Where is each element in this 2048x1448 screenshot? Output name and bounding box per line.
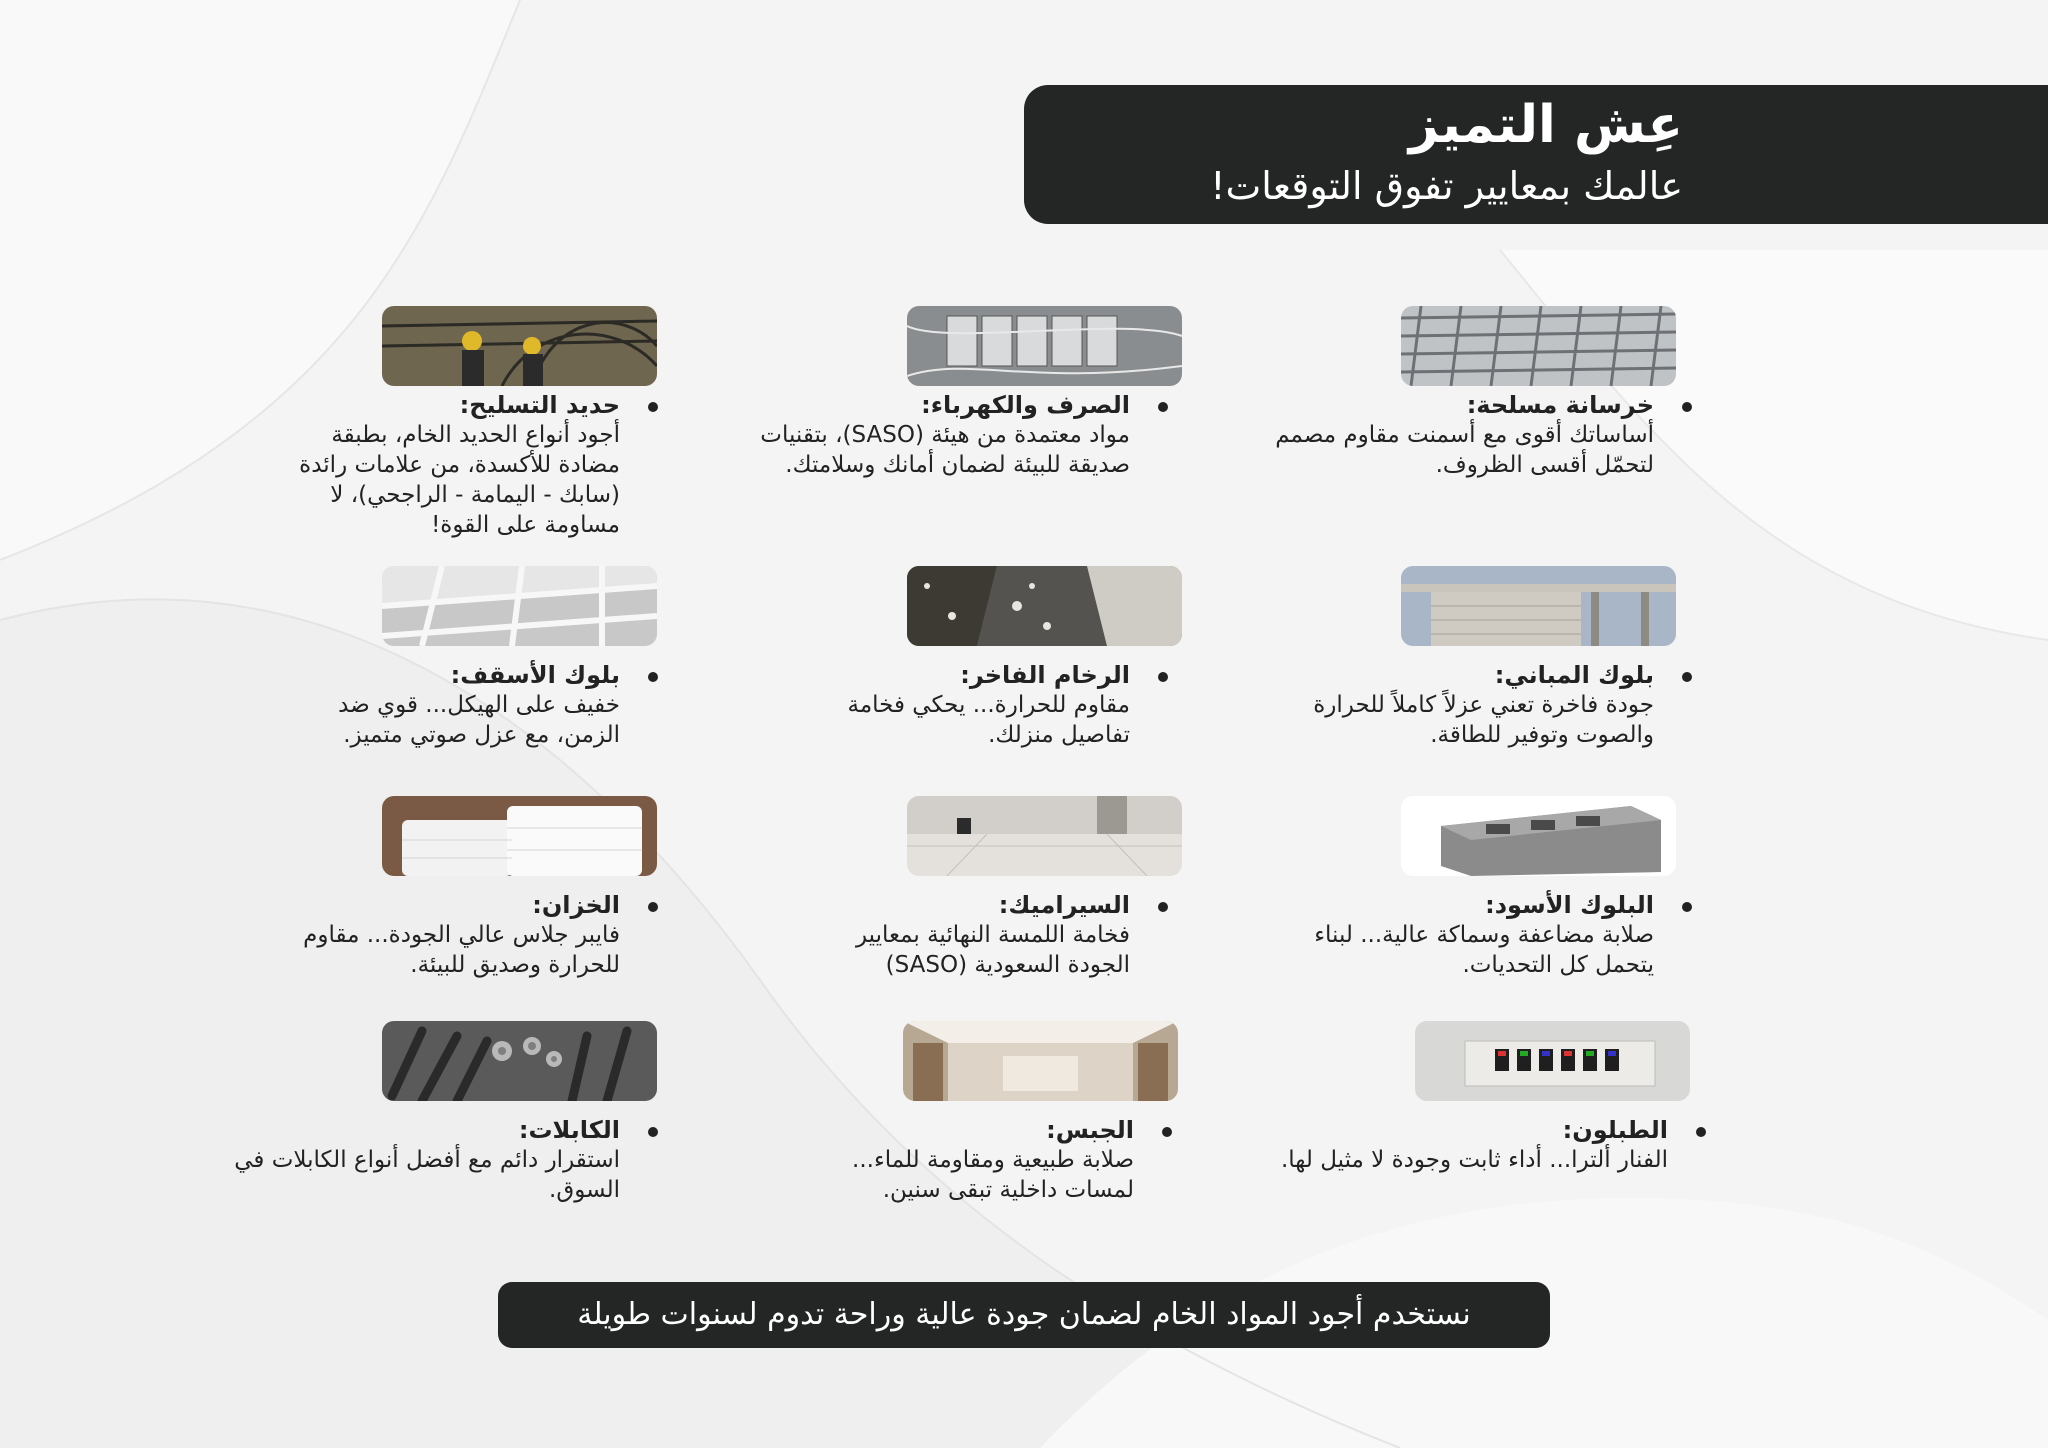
bullet-icon xyxy=(1158,672,1168,682)
material-card-black-block xyxy=(1260,790,1700,980)
item-label: خرسانة مسلحة: xyxy=(1466,391,1654,419)
ceramic-floor-image xyxy=(907,796,1182,876)
footer-banner: نستخدم أجود المواد الخام لضمان جودة عالية وراحة تدوم لسنوات طويلة xyxy=(498,1282,1550,1348)
concrete-block-image xyxy=(1401,796,1676,876)
material-card-rebar-steel xyxy=(250,300,670,550)
bullet-icon xyxy=(1682,672,1692,682)
bullet-icon xyxy=(648,672,658,682)
water-tanks-image xyxy=(382,796,657,876)
material-card-plumbing-electrical xyxy=(740,300,1180,490)
bullet-icon xyxy=(1682,902,1692,912)
material-card-cables xyxy=(234,1015,670,1205)
item-description: صلابة مضاعفة وسماكة عالية... لبناء يتحمل كل التحديات. xyxy=(1314,922,1654,978)
bullet-icon xyxy=(1158,402,1168,412)
material-card-luxury-marble xyxy=(740,560,1180,750)
building-construction-image xyxy=(1401,566,1676,646)
item-label: بلوك الأسقف: xyxy=(450,661,620,689)
item-description: فايبر جلاس عالي الجودة... مقاوم للحرارة وصديق للبيئة. xyxy=(303,922,620,978)
material-card-gypsum xyxy=(740,1015,1180,1205)
steel-workers-image xyxy=(382,306,657,386)
bullet-icon xyxy=(1158,902,1168,912)
item-description: الفنار ألترا... أداء ثابت وجودة لا مثيل لها. xyxy=(1280,1147,1668,1173)
item-label: الجبس: xyxy=(1046,1116,1134,1144)
item-description: مواد معتمدة من هيئة (SASO)، بتقنيات صديقة للبيئة لضمان أمانك وسلامتك. xyxy=(760,422,1130,478)
item-description: فخامة اللمسة النهائية بمعايير الجودة السعودية (SASO) xyxy=(855,922,1130,978)
item-description: صلابة طبيعية ومقاومة للماء... لمسات داخلية تبقى سنين. xyxy=(852,1147,1134,1203)
material-card-ceramic xyxy=(740,790,1180,980)
bullet-icon xyxy=(648,402,658,412)
item-description: خفيف على الهيكل... قوي ضد الزمن، مع عزل صوتي متميز. xyxy=(338,692,620,748)
bullet-icon xyxy=(648,1127,658,1137)
item-description: مقاوم للحرارة... يحكي فخامة تفاصيل منزلك. xyxy=(847,692,1130,748)
item-description: أجود أنواع الحديد الخام، بطبقة مضادة للأكسدة، من علامات رائدة (سابك - اليمامة - الراجحي)، لا مساومة على القوة! xyxy=(299,422,620,538)
bullet-icon xyxy=(1682,402,1692,412)
item-label: الكابلات: xyxy=(518,1116,620,1144)
breaker-panel-image xyxy=(1415,1021,1690,1101)
item-description: جودة فاخرة تعني عزلاً كاملاً للحرارة والصوت وتوفير للطاقة. xyxy=(1313,692,1654,748)
ceiling-grid-image xyxy=(382,566,657,646)
item-label: الطبلون: xyxy=(1562,1116,1668,1144)
electrical-panel-image xyxy=(907,306,1182,386)
item-label: الصرف والكهرباء: xyxy=(921,391,1130,419)
cables-image xyxy=(382,1021,657,1101)
item-label: البلوك الأسود: xyxy=(1485,891,1654,919)
item-description: أساساتك أقوى مع أسمنت مقاوم مصمم لتحمّل أقسى الظروف. xyxy=(1275,422,1654,478)
item-description: استقرار دائم مع أفضل أنواع الكابلات في السوق. xyxy=(234,1147,620,1203)
page-title: عِش التميز xyxy=(1408,95,1683,155)
item-label: بلوك المباني: xyxy=(1494,661,1654,689)
bullet-icon xyxy=(1162,1127,1172,1137)
rebar-mesh-image xyxy=(1401,306,1676,386)
bullet-icon xyxy=(1696,1127,1706,1137)
material-card-ceiling-block xyxy=(250,560,670,750)
item-label: السيراميك: xyxy=(998,891,1130,919)
item-label: حديد التسليح: xyxy=(459,391,620,419)
material-card-building-block xyxy=(1260,560,1700,750)
material-card-breaker-panel xyxy=(1260,1015,1700,1205)
item-label: الخزان: xyxy=(532,891,620,919)
bullet-icon xyxy=(648,902,658,912)
gypsum-ceiling-image xyxy=(903,1021,1178,1101)
page-subtitle: عالمك بمعايير تفوق التوقعات! xyxy=(1210,164,1683,208)
material-card-water-tank xyxy=(250,790,670,980)
marble-samples-image xyxy=(907,566,1182,646)
item-label: الرخام الفاخر: xyxy=(960,661,1130,689)
material-card-reinforced-concrete xyxy=(1260,300,1700,490)
